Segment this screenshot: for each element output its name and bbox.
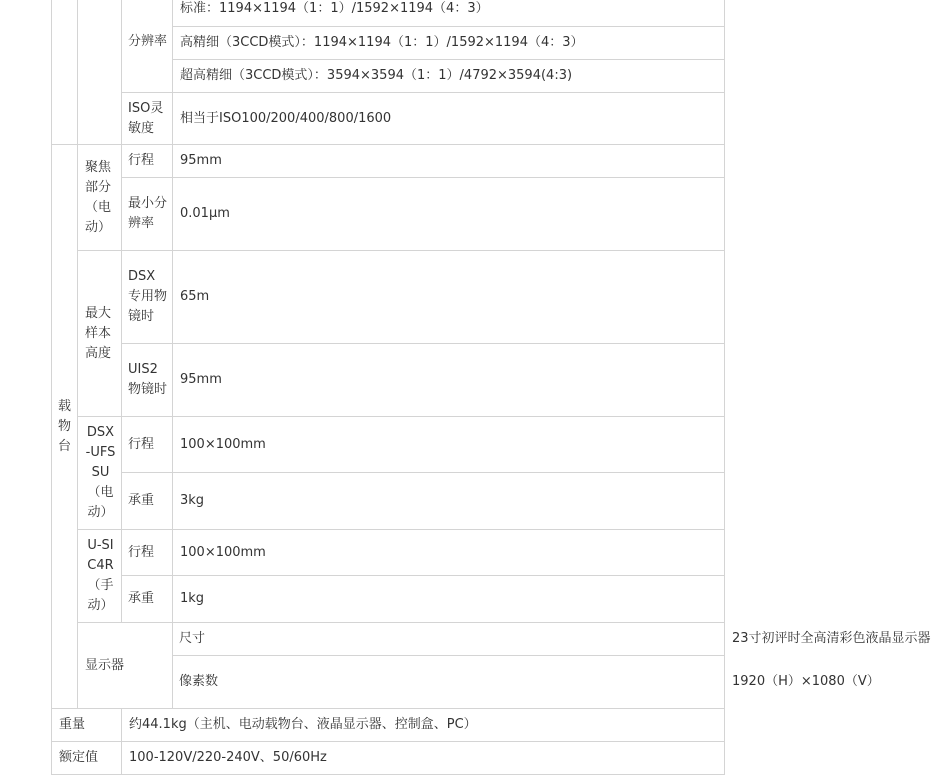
table-row <box>52 742 725 775</box>
value-ufssu-travel: 100×100mm <box>173 417 725 473</box>
label-uis2-objective: UIS2物镜时 <box>122 344 173 417</box>
table-row <box>52 0 725 27</box>
section-cell-camera <box>52 0 78 145</box>
value-uis2-objective: 95mm <box>173 344 725 417</box>
label-size: 尺寸 <box>173 623 725 656</box>
label-focus-travel: 行程 <box>122 145 173 178</box>
value-rating: 100-120V/220-240V、50/60Hz <box>122 742 725 775</box>
value-iso: 相当于ISO100/200/400/800/1600 <box>173 93 725 145</box>
label-rating: 额定值 <box>52 742 122 775</box>
value-focus-travel: 95mm <box>173 145 725 178</box>
value-ufssu-load: 3kg <box>173 473 725 530</box>
value-min-resolution: 0.01μm <box>173 178 725 251</box>
table-row <box>52 709 725 742</box>
subsection-cell-camera <box>78 0 122 145</box>
value-resolution-standard: 标准：1194×1194（1：1）/1592×1194（4：3） <box>173 0 725 27</box>
label-ufssu-load: 承重 <box>122 473 173 530</box>
table-row <box>52 530 725 576</box>
table-row <box>52 93 725 145</box>
table-row: 显示器 尺寸 23寸初评时全高清彩色液晶显示器 <box>52 623 725 656</box>
table-row: 像素数 1920（H）×1080（V） <box>52 656 725 709</box>
label-resolution: 分辨率 <box>122 0 173 93</box>
section-monitor: 显示器 <box>78 623 173 709</box>
value-resolution-high: 高精细（3CCD模式）：1194×1194（1：1）/1592×1194（4：3） <box>173 27 725 60</box>
subsection-max-height: 最大样本高度 <box>78 251 122 417</box>
table-row <box>52 417 725 473</box>
label-usic4r-travel: 行程 <box>122 530 173 576</box>
subsection-u-sic4r: U-SIC4R（手动） <box>78 530 122 623</box>
label-min-resolution: 最小分辨率 <box>122 178 173 251</box>
label-pixels: 像素数 <box>173 656 725 709</box>
table-row <box>52 344 725 417</box>
label-usic4r-load: 承重 <box>122 576 173 623</box>
subsection-focus: 聚焦部分（电动） <box>78 145 122 251</box>
section-stage: 载物台 <box>52 145 78 709</box>
value-dsx-objective: 65m <box>173 251 725 344</box>
value-usic4r-travel: 100×100mm <box>173 530 725 576</box>
spec-table <box>51 0 931 775</box>
value-resolution-ultra: 超高精细（3CCD模式）：3594×3594（1：1）/4792×3594(4:3) <box>173 60 725 93</box>
table-row <box>52 473 725 530</box>
value-usic4r-load: 1kg <box>173 576 725 623</box>
table-row <box>52 178 725 251</box>
subsection-dsx-ufssu: DSX-UFSSU（电动） <box>78 417 122 530</box>
label-ufssu-travel: 行程 <box>122 417 173 473</box>
value-weight: 约44.1kg（主机、电动载物台、液晶显示器、控制盒、PC） <box>122 709 725 742</box>
label-weight: 重量 <box>52 709 122 742</box>
table-row <box>52 251 725 344</box>
label-iso: ISO灵敏度 <box>122 93 173 145</box>
table-row <box>52 145 725 178</box>
table-row <box>52 576 725 623</box>
label-dsx-objective: DSX专用物镜时 <box>122 251 173 344</box>
